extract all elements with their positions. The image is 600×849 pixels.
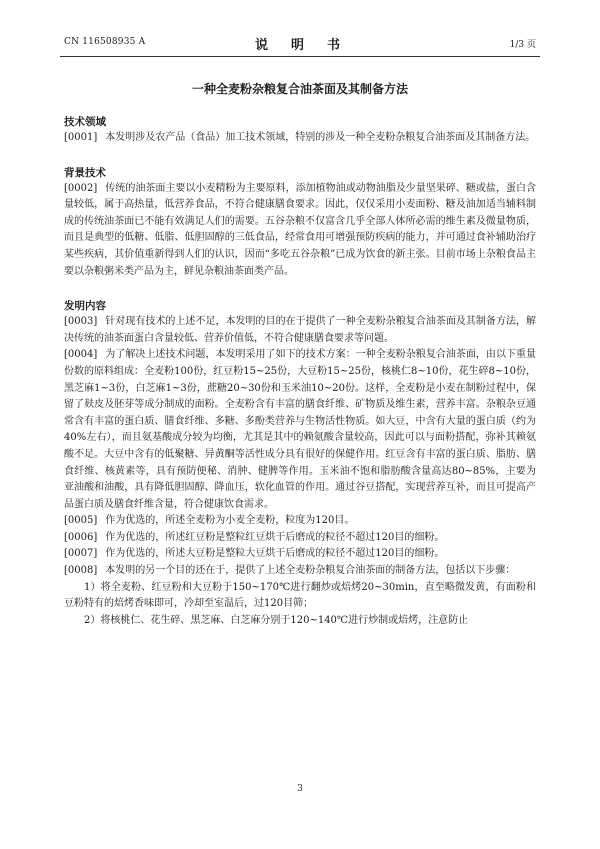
header-divider bbox=[60, 56, 540, 57]
paragraph-text: 传统的油茶面主要以小麦精粉为主要原料，添加植物油或动物油脂及少量坚果碎、糖或盐，蛋白含量较低，属于高热量，低营养食品，不符合健康膳食要求。因此，仅仅采用小麦面粉、糖及油加适当辅料制成的传统油茶面已不能有效满足人们的需要。五谷杂粮不仅富含几乎全部人体所必需的维生素及微量物质，而且是典型的低糖、低脂、低胆固醇的三低食品，经常食用可增强预防疾病的能力，并可通过食补辅助治疗某些疾病，其价值重新得到人们的认识，因而“多吃五谷杂粮”已成为饮食的新主张。目前市场上杂粮食品主要以杂粮粥米类产品为主，鲜见杂粮油茶面类产品。 bbox=[64, 182, 536, 277]
paragraph-text: 针对现有技术的上述不足，本发明的目的在于提供了一种全麦粉杂粮复合油茶面及其制备方法，解决传统的油茶面蛋白含量较低、营养价值低，不符合健康膳食要求等问题。 bbox=[64, 316, 536, 344]
method-step-2: 2）将核桃仁、花生碎、黑芝麻、白芝麻分别于120~140℃进行炒制或焙烤，注意防止 bbox=[84, 614, 469, 626]
paragraph-number: [0003] bbox=[64, 316, 98, 328]
method-step-1: 1）将全麦粉、红豆粉和大豆粉于150~170℃进行翻炒或焙烤20~30min，直至略微发黄，有面粉和豆粉特有的焙烤香味即可，冷却至室温后，过120目筛； bbox=[64, 581, 536, 610]
page-header bbox=[64, 34, 536, 52]
paragraph-number: [0008] bbox=[64, 565, 98, 577]
paragraph-text: 作为优选的，所述大豆粉是整粒大豆烘干后磨成的粒径不超过120目的细粉。 bbox=[105, 548, 445, 560]
document-title: 一种全麦粉杂粮复合油茶面及其制备方法 bbox=[191, 82, 408, 96]
page-counter: 1/3 页 bbox=[509, 40, 536, 50]
paragraph-0001 bbox=[64, 130, 536, 147]
paragraph-0007 bbox=[64, 546, 536, 563]
paragraph-number: [0005] bbox=[64, 515, 98, 527]
header-title: 说 明 书 bbox=[254, 38, 345, 53]
page-number: 3 bbox=[297, 784, 303, 794]
paragraph-text: 本发明的另一个目的还在于，提供了上述全麦粉杂粮复合油茶面的制备方法，包括以下步骤： bbox=[105, 565, 516, 577]
section-heading-summary: 发明内容 bbox=[64, 300, 106, 313]
paragraph-number: [0006] bbox=[64, 531, 98, 543]
paragraph-0002 bbox=[64, 181, 536, 281]
document-body bbox=[64, 104, 536, 629]
paragraph-0008 bbox=[64, 563, 536, 580]
doc-number: CN 116508935 A bbox=[64, 37, 146, 47]
paragraph-text: 为了解决上述技术问题，本发明采用了如下的技术方案：一种全麦粉杂粮复合油茶面，由以下重量份数的原料组成：全麦粉100份，红豆粉15~25份，大豆粉15~25份，核桃仁8~10份，花生碎8~10份，黑芝麻1~3份，白芝麻1~3份，蔗糖20~30份和玉米油10~20份。这样，全麦粉是小麦在制粉过程中，保留了麸皮及胚芽等成分制成的面粉。全麦粉含有丰富的膳食纤维、矿物质及维生素，营养丰富。杂粮杂豆通常含有丰富的蛋白质、膳食纤维、多糖、多酚类营养与生物活性物质。如大豆，中含有大量的蛋白质（约为40%左右），而且氨基酸成分较为均衡，尤其是其中的赖氨酸含量较高，因此可以与面粉搭配，弥补其赖氨酸不足。大豆中含有的低聚糖、异黄酮等活性成分具有很好的保健作用。红豆含有丰富的蛋白质、脂肪、膳食纤维、核黄素等，具有预防便秘、消肿、健脾等作用。玉米油不饱和脂肪酸含量高达80~85%，主要为亚油酸和油酸，具有降低胆固醇、降血压，软化血管的作用。通过谷豆搭配，实现营养互补，而且可提高产品蛋白质及膳食纤维含量，符合健康饮食需求。 bbox=[64, 349, 536, 510]
section-heading-background: 背景技术 bbox=[64, 166, 106, 179]
paragraph-number: [0001] bbox=[64, 132, 98, 143]
paragraph-0005 bbox=[64, 513, 536, 530]
paragraph-text: 作为优选的，所述红豆粉是整粒红豆烘干后磨成的粒径不超过120目的细粉。 bbox=[105, 531, 445, 543]
paragraph-0004 bbox=[64, 347, 536, 513]
paragraph-0006 bbox=[64, 530, 536, 547]
paragraph-number: [0002] bbox=[64, 182, 98, 194]
section-heading-tech-field: 技术领域 bbox=[64, 116, 106, 128]
paragraph-number: [0007] bbox=[64, 548, 98, 560]
paragraph-number: [0004] bbox=[64, 349, 98, 361]
paragraph-text: 本发明涉及农产品（食品）加工技术领域，特别的涉及一种全麦粉杂粮复合油茶面及其制备方法。 bbox=[105, 132, 536, 143]
paragraph-0003 bbox=[64, 314, 536, 347]
paragraph-text: 作为优选的，所述全麦粉为小麦全麦粉，粒度为120目。 bbox=[105, 515, 355, 527]
